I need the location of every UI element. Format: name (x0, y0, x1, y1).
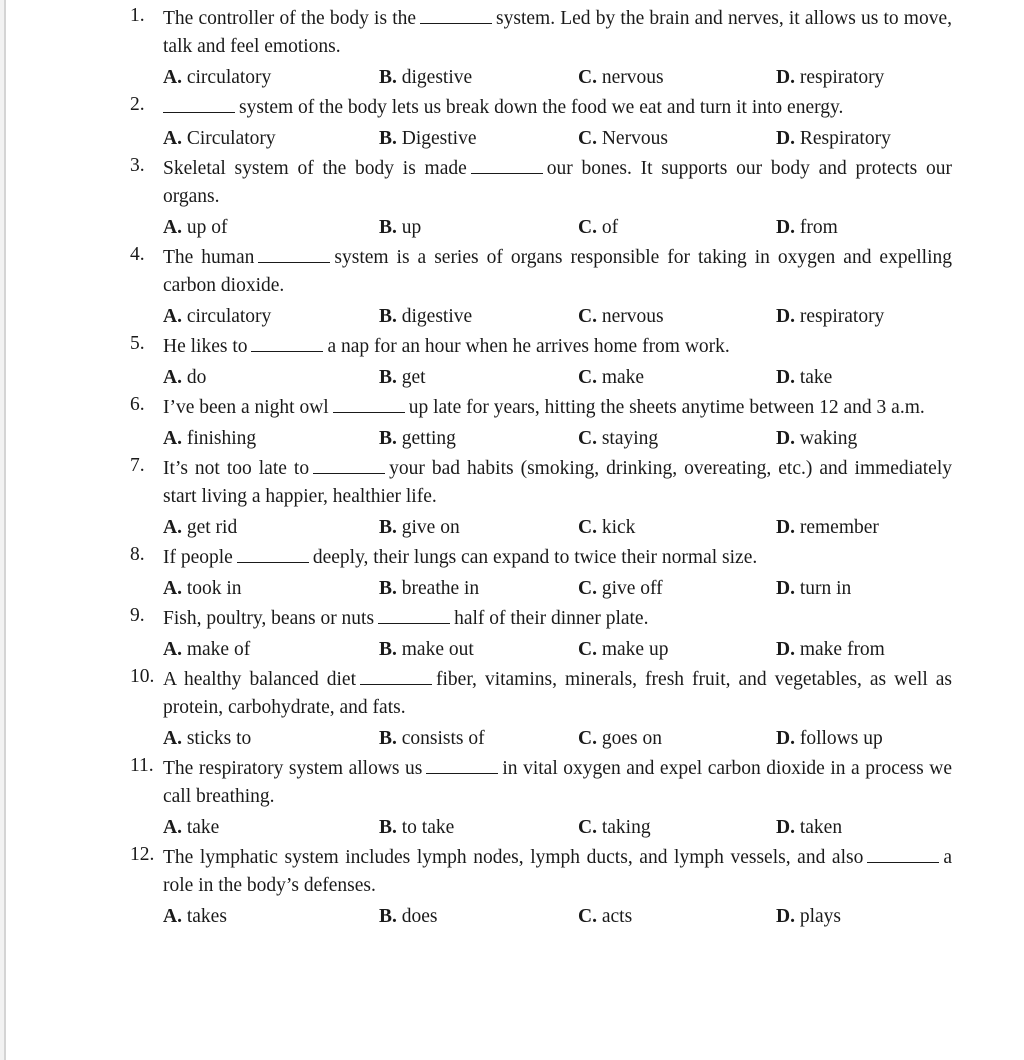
answer-option-c[interactable] (578, 811, 776, 844)
option-letter: B. (379, 517, 397, 538)
option-text: turn in (799, 578, 852, 599)
answer-blank (313, 457, 385, 474)
option-letter: B. (379, 306, 397, 327)
question-number: 6. (130, 394, 145, 415)
answer-option-c[interactable] (578, 361, 776, 394)
option-text: consists of (401, 728, 485, 749)
question-text (163, 394, 952, 422)
question-item (130, 5, 952, 94)
option-letter: C. (578, 578, 597, 599)
option-text: sticks to (186, 728, 252, 749)
answer-option-c[interactable] (578, 122, 776, 155)
option-text: acts (601, 906, 633, 927)
question-text-after: deeply, their lungs can expand to twice their normal size. (312, 547, 758, 568)
question-item (130, 605, 952, 666)
option-text: respiratory (799, 67, 885, 88)
option-text: nervous (601, 67, 664, 88)
question-item (130, 455, 952, 544)
question-text (163, 666, 952, 722)
option-text: take (799, 367, 833, 388)
option-letter: D. (776, 67, 795, 88)
question-stem (130, 333, 952, 361)
option-letter: C. (578, 428, 597, 449)
answer-option-b[interactable] (379, 722, 578, 755)
question-text-after: system. Led by the brain and nerves, it allows us to move, talk and feel emotions. (163, 8, 953, 57)
answer-blank (378, 607, 450, 624)
question-text-before: The lymphatic system includes lymph nodes, lymph ducts, and lymph vessels, and also (163, 847, 864, 868)
option-text: breathe in (401, 578, 480, 599)
question-stem (130, 755, 952, 811)
question-number: 2. (130, 94, 145, 115)
question-item (130, 394, 952, 455)
answer-blank (237, 546, 309, 563)
question-text-before: Skeletal system of the body is made (163, 158, 467, 179)
question-text (163, 333, 952, 361)
answer-option-d[interactable] (776, 722, 883, 755)
option-letter: C. (578, 67, 597, 88)
option-letter: D. (776, 128, 795, 149)
answer-option-c[interactable] (578, 211, 776, 244)
question-item (130, 844, 952, 933)
option-text: make (601, 367, 645, 388)
question-text-before: A healthy balanced diet (163, 669, 357, 690)
answer-option-c[interactable] (578, 722, 776, 755)
option-text: plays (799, 906, 842, 927)
option-text: of (601, 217, 619, 238)
question-stem (130, 455, 952, 511)
question-stem (130, 394, 952, 422)
option-letter: A. (163, 67, 182, 88)
answer-option-a[interactable] (163, 61, 379, 94)
option-text: make from (799, 639, 885, 660)
answer-option-b[interactable] (379, 211, 578, 244)
answer-options (130, 61, 952, 94)
answer-option-a[interactable] (163, 361, 379, 394)
answer-option-a[interactable] (163, 511, 379, 544)
option-letter: B. (379, 367, 397, 388)
question-text-before: It’s not too late to (163, 458, 310, 479)
answer-options (130, 122, 952, 155)
question-text (163, 94, 952, 122)
question-text (163, 5, 952, 61)
question-text-after: a nap for an hour when he arrives home from work. (327, 336, 730, 357)
option-text: circulatory (186, 67, 272, 88)
option-text: took in (186, 578, 242, 599)
option-letter: D. (776, 306, 795, 327)
option-letter: D. (776, 728, 795, 749)
answer-option-a[interactable] (163, 722, 379, 755)
answer-blank (420, 7, 492, 24)
option-text: from (799, 217, 838, 238)
answer-options (130, 361, 952, 394)
question-stem (130, 94, 952, 122)
option-letter: C. (578, 217, 597, 238)
option-letter: A. (163, 906, 182, 927)
question-item (130, 333, 952, 394)
option-text: Respiratory (799, 128, 891, 149)
answer-option-d[interactable] (776, 61, 884, 94)
option-text: staying (601, 428, 659, 449)
question-text-before: He likes to (163, 336, 248, 357)
answer-option-c[interactable] (578, 300, 776, 333)
option-text: circulatory (186, 306, 272, 327)
question-text-after: your bad habits (smoking, drinking, overeating, etc.) and immediately start living a happier, healthier life. (163, 458, 952, 507)
option-text: waking (799, 428, 858, 449)
option-letter: A. (163, 728, 182, 749)
option-text: Nervous (601, 128, 668, 149)
question-text (163, 155, 952, 211)
option-letter: B. (379, 128, 397, 149)
question-text-after: system is a series of organs responsible for taking in oxygen and expelling carbon dioxide. (163, 247, 952, 296)
question-text (163, 455, 952, 511)
question-text-before: The controller of the body is the (163, 8, 417, 29)
option-letter: A. (163, 217, 182, 238)
answer-option-a[interactable] (163, 811, 379, 844)
option-letter: B. (379, 639, 397, 660)
answer-option-c[interactable] (578, 900, 776, 933)
option-text: getting (401, 428, 456, 449)
answer-option-c[interactable] (578, 572, 776, 605)
question-text-before: The respiratory system allows us (163, 758, 423, 779)
question-text (163, 755, 952, 811)
option-text: make out (401, 639, 474, 660)
option-text: digestive (401, 306, 473, 327)
answer-option-a[interactable] (163, 422, 379, 455)
question-stem (130, 155, 952, 211)
option-text: to take (401, 817, 455, 838)
question-text-after: system of the body lets us break down the food we eat and turn it into energy. (239, 97, 844, 118)
answer-option-b[interactable] (379, 61, 578, 94)
answer-option-a[interactable] (163, 900, 379, 933)
option-letter: B. (379, 906, 397, 927)
option-text: make of (186, 639, 251, 660)
option-text: takes (186, 906, 227, 927)
option-text: respiratory (799, 306, 885, 327)
answer-option-d[interactable] (776, 122, 891, 155)
answer-option-d[interactable] (776, 422, 857, 455)
answer-blank (867, 846, 939, 863)
answer-options (130, 300, 952, 333)
question-text-before: If people (163, 547, 233, 568)
question-number: 8. (130, 544, 145, 565)
answer-option-a[interactable] (163, 122, 379, 155)
question-item (130, 755, 952, 844)
question-text-after: a role in the body’s defenses. (163, 847, 952, 896)
question-item (130, 155, 952, 244)
question-text-before: Fish, poultry, beans or nuts (163, 608, 375, 629)
option-letter: D. (776, 367, 795, 388)
answer-option-d[interactable] (776, 811, 842, 844)
answer-blank (258, 246, 330, 263)
option-text: give off (601, 578, 663, 599)
question-item (130, 94, 952, 155)
option-letter: A. (163, 128, 182, 149)
answer-options (130, 511, 952, 544)
option-letter: C. (578, 817, 597, 838)
option-text: digestive (401, 67, 473, 88)
answer-option-d[interactable] (776, 572, 851, 605)
option-text: Circulatory (186, 128, 276, 149)
question-text (163, 844, 952, 900)
option-text: taken (799, 817, 843, 838)
option-text: get rid (186, 517, 238, 538)
answer-options (130, 633, 952, 666)
question-number: 5. (130, 333, 145, 354)
option-text: get (401, 367, 426, 388)
question-text-before: I’ve been a night owl (163, 397, 329, 418)
question-number: 7. (130, 455, 145, 476)
answer-option-a[interactable] (163, 300, 379, 333)
answer-option-b[interactable] (379, 511, 578, 544)
answer-option-d[interactable] (776, 633, 885, 666)
question-stem (130, 544, 952, 572)
option-letter: C. (578, 128, 597, 149)
option-letter: A. (163, 367, 182, 388)
question-text-after: fiber, vitamins, minerals, fresh fruit, and vegetables, as well as protein, carbohydrate, and fats. (163, 669, 953, 718)
answer-option-b[interactable] (379, 811, 578, 844)
question-number: 10. (130, 666, 155, 687)
answer-option-b[interactable] (379, 300, 578, 333)
option-letter: B. (379, 578, 397, 599)
question-number: 4. (130, 244, 145, 265)
option-letter: A. (163, 428, 182, 449)
answer-option-d[interactable] (776, 900, 841, 933)
option-letter: D. (776, 217, 795, 238)
question-text (163, 544, 952, 572)
answer-option-b[interactable] (379, 361, 578, 394)
question-text-after: half of their dinner plate. (454, 608, 649, 629)
quiz-document (130, 5, 952, 933)
page-left-border (4, 0, 6, 1060)
answer-option-c[interactable] (578, 422, 776, 455)
option-letter: B. (379, 817, 397, 838)
answer-options (130, 811, 952, 844)
option-letter: A. (163, 578, 182, 599)
answer-option-d[interactable] (776, 211, 838, 244)
answer-blank (360, 668, 432, 685)
option-text: follows up (799, 728, 883, 749)
option-letter: C. (578, 517, 597, 538)
question-stem (130, 605, 952, 633)
question-item (130, 544, 952, 605)
option-letter: A. (163, 517, 182, 538)
option-letter: C. (578, 728, 597, 749)
question-stem (130, 844, 952, 900)
answer-option-d[interactable] (776, 300, 884, 333)
option-letter: C. (578, 639, 597, 660)
answer-option-c[interactable] (578, 61, 776, 94)
option-letter: C. (578, 306, 597, 327)
question-text (163, 244, 952, 300)
answer-option-b[interactable] (379, 633, 578, 666)
question-number: 1. (130, 5, 145, 26)
option-text: take (186, 817, 220, 838)
option-text: make up (601, 639, 669, 660)
option-text: remember (799, 517, 879, 538)
answer-options (130, 572, 952, 605)
answer-option-d[interactable] (776, 361, 832, 394)
option-text: do (186, 367, 207, 388)
option-letter: B. (379, 217, 397, 238)
option-text: goes on (601, 728, 662, 749)
answer-options (130, 900, 952, 933)
answer-option-b[interactable] (379, 572, 578, 605)
question-stem (130, 5, 952, 61)
option-text: give on (401, 517, 460, 538)
question-number: 3. (130, 155, 145, 176)
option-text: taking (601, 817, 651, 838)
answer-option-b[interactable] (379, 900, 578, 933)
question-stem (130, 244, 952, 300)
option-text: Digestive (401, 128, 477, 149)
question-text-after: our bones. It supports our body and protects our organs. (163, 158, 952, 207)
answer-blank (251, 335, 323, 352)
option-letter: A. (163, 306, 182, 327)
question-item (130, 244, 952, 333)
option-text: kick (601, 517, 636, 538)
answer-option-a[interactable] (163, 211, 379, 244)
option-letter: C. (578, 367, 597, 388)
answer-options (130, 722, 952, 755)
answer-blank (163, 96, 235, 113)
option-text: up (401, 217, 422, 238)
option-letter: D. (776, 639, 795, 660)
answer-blank (471, 157, 543, 174)
answer-option-d[interactable] (776, 511, 879, 544)
option-letter: D. (776, 517, 795, 538)
question-number: 12. (130, 844, 155, 865)
option-text: finishing (186, 428, 257, 449)
answer-option-c[interactable] (578, 511, 776, 544)
answer-blank (426, 757, 498, 774)
answer-option-c[interactable] (578, 633, 776, 666)
option-text: up of (186, 217, 228, 238)
option-letter: C. (578, 906, 597, 927)
option-letter: A. (163, 639, 182, 660)
option-letter: B. (379, 728, 397, 749)
question-stem (130, 666, 952, 722)
question-text (163, 605, 952, 633)
option-text: does (401, 906, 438, 927)
answer-options (130, 211, 952, 244)
question-text-after: up late for years, hitting the sheets anytime between 12 and 3 a.m. (408, 397, 925, 418)
question-number: 9. (130, 605, 145, 626)
option-letter: D. (776, 817, 795, 838)
question-text-after: in vital oxygen and expel carbon dioxide in a process we call breathing. (163, 758, 952, 807)
option-letter: B. (379, 428, 397, 449)
question-number: 11. (130, 755, 154, 776)
answer-blank (333, 396, 405, 413)
option-text: nervous (601, 306, 664, 327)
option-letter: D. (776, 906, 795, 927)
option-letter: A. (163, 817, 182, 838)
answer-option-b[interactable] (379, 422, 578, 455)
answer-option-a[interactable] (163, 633, 379, 666)
answer-options (130, 422, 952, 455)
answer-option-a[interactable] (163, 572, 379, 605)
question-text-before: The human (163, 247, 255, 268)
option-letter: B. (379, 67, 397, 88)
option-letter: D. (776, 428, 795, 449)
answer-option-b[interactable] (379, 122, 578, 155)
question-item (130, 666, 952, 755)
option-letter: D. (776, 578, 795, 599)
